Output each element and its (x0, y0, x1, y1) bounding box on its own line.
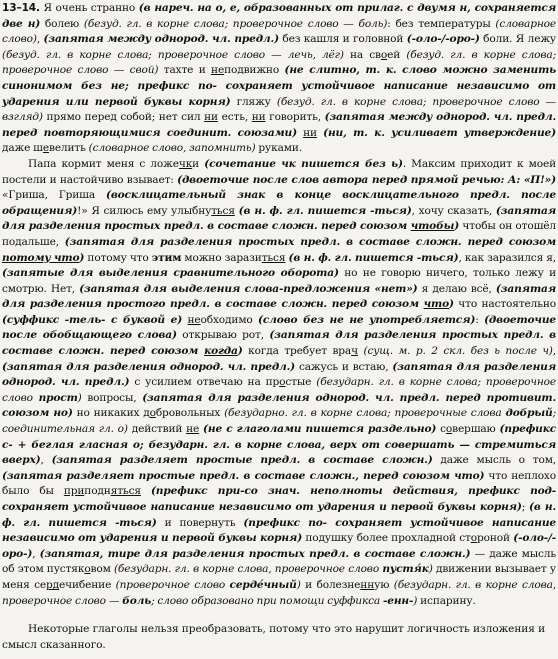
exercise-number: 13–14. (2, 2, 40, 14)
paragraph-1-body: Я очень странно (в нареч. на о, е, образованных от прилаг. с двумя н, сохраняется две н) болею (безуд. гл. в корне слова; проверочное слово — боль): без температуры (словарное слово), (запятая между однород. чл. предл.) без кашля и головной (-оло-/-оро-) боли. Я лежу (безуд. гл. в корне слова; проверочное слово — лечь, лёг) на своей (безуд. гл. в корне слова; проверочное слово — свой) тахте и неподвижно (не слитно, т. к. слово можно заменить синонимом без не; префикс по- сохраняет устойчивое написание независимо от ударения или первой буквы корня) гляжу (безуд. гл. в корне слова; проверочное слово — взгляд) прямо перед собой; нет сил ни есть, ни говорить, (запятая между однород. чл. предл. перед повторяющимися соединит. союзами) ни (ни, т. к. усиливает утверждение) даже шевелить (словарное слово, запомнить) руками. (2, 2, 557, 155)
exercise-answer-text (2, 1, 556, 609)
paragraph-2-body: Папа кормит меня с ложечки (сочетание чк пишется без ь). Максим приходит к моей постели и настойчиво взывает: (двоеточие после слов автора перед прямой речью: А: «П!») «Гриша, Гриша (восклицательный знак в конце восклицательного предл. после обращения)!» Я силюсь ему улыбнуться (в н. ф. гл. пишется -ться), хочу сказать, (запятая для разделения простых предл. в составе сложн. перед союзом чтобы) чтобы он отошёл подальше, (запятая для разделения простых предл. в составе сложн. перед союзом потому что) потому что этим можно заразиться (в н. ф. гл. пишется -ться), как заразился я, (запятые для выделения сравнительного оборота) но не говорю ничего, только лежу и смотрю. Нет, (запятая для выделения слова-предложения «нет») я делаю всё, (запятая для разделения простого предл. в составе сложн. перед союзом что) что настоятельно (суффикс -тель- с буквой е) необходимо (слово без не не употребляется): (двоеточие после обобщающего слова) открываю рот, (запятая для разделения простых предл. в составе сложн. перед союзом когда) когда требует врач (сущ. м. р. 2 скл. без ь после ч), (запятая для разделения однород. чл. предл.) сажусь и встаю, (запятая для разделения однород. чл. предл.) с усилием отвечаю на простые (безударн. гл. в корне слова; проверочное слово прост) вопросы, (запятая для разделения однород. чл. предл. перед противит. союзом но) но никаких добровольных (безударно. гл. в корне слова; проверочные слова добрый; соединительная гл. о) действий не (не с глаголами пишется раздельно) совершаю (префикс с- + беглая гласная о; безударн. гл. в корне слова, верх от совершать — стремиться вверх), (запятая разделяет простые предл. в составе сложн.) даже мысль о том, (запятая разделяет простые предл. в составе сложн., перед союзом что) что неплохо было бы приподняться (префикс при-со знач. неполноты действия, префикс под- сохраняет устойчивое написание независимо от ударения и первой буквы корня); (в н. ф. гл. пишется -ться) и повернуть (префикс по- сохраняет устойчивое написание независимо от ударения и первой буквы корня) подушку более прохладной стороной (-оло-/-оро-), (запятая, тире для разделения простых предл. в составе сложн.) — даже мысль об этом пустяковом (безударн. гл. в корне слова, проверочное слово пустя́к) движении вызывает у меня сердечибение (проверочное слово серде́чный) и болезненную (безударн. гл. в корне слова, проверочное слово — боль; слово образовано при помощи суффикса -енн-) испарину. (2, 157, 557, 607)
exercise-paragraph-1 (2, 1, 556, 157)
conclusion-text (2, 621, 556, 653)
conclusion-paragraph: Некоторые глаголы нельзя преобразовать, потому что это нарушит логичность изложения и смысл сказанного. (2, 623, 546, 651)
exercise-paragraph-2 (2, 157, 556, 609)
